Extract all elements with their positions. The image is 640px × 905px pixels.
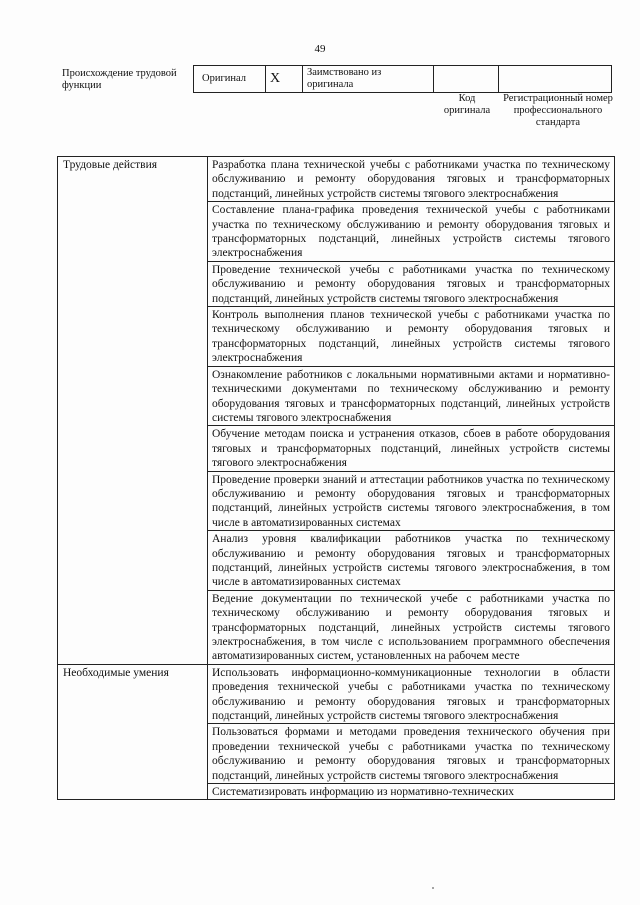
requirements-table <box>57 156 615 800</box>
scan-speck <box>432 887 434 889</box>
list-item: Проведение технической учебы с работниками участка по техническому обслуживанию и ремонту оборудования тяговых и трансформаторных подстанций, линейных устройств системы тягового электроснабжения <box>208 261 615 306</box>
registration-number-cell <box>499 66 612 93</box>
list-item: Составление плана-графика проведения технической учебы с работниками участка по техническому обслуживанию и ремонту оборудования тяговых и трансформаторных подстанций, линейных устройств системы тягового электроснабжения <box>208 202 615 262</box>
list-item: Контроль выполнения планов технической учебы с работниками участка по техническому обслуживанию и ремонту оборудования тяговых и трансформаторных подстанций, линейных устройств системы тягового электроснабжения <box>208 307 615 367</box>
list-item: Пользоваться формами и методами проведения технического обучения при проведении технической учебы с работниками участка по техническому обслуживанию и ремонту оборудования тяговых и трансформаторных подстанций, линейных устройств системы тягового электроснабжения <box>208 724 615 784</box>
section-heading: Необходимые умения <box>58 664 208 800</box>
registration-caption: Регистрационный номер профессионального стандарта <box>503 93 613 128</box>
page-number: 49 <box>314 43 326 55</box>
list-item: Систематизировать информацию из нормативно-технических <box>208 784 615 800</box>
list-item: Ознакомление работников с локальными нормативными актами и нормативно-техническими документами по техническому обслуживанию и ремонту оборудования тяговых и трансформаторных подстанций, линейных устройств системы тягового электроснабжения <box>208 366 615 426</box>
list-item: Использовать информационно-коммуникационные технологии в области проведения технической учебы с работниками участка по техническому обслуживанию и ремонту оборудования тяговых и трансформаторных подстанций, линейных устройств системы тягового электроснабжения <box>208 664 615 724</box>
table-row <box>58 664 615 724</box>
origin-table <box>193 65 612 93</box>
list-item: Обучение методам поиска и устранения отказов, сбоев в работе оборудования тяговых и трансформаторных подстанций, линейных устройств системы тягового электроснабжения <box>208 426 615 471</box>
page-bottom-margin <box>0 847 640 905</box>
borrowed-label: Заимствовано из оригинала <box>303 66 434 93</box>
original-code-cell <box>434 66 499 93</box>
section-heading: Трудовые действия <box>58 157 208 665</box>
code-caption: Код оригинала <box>443 93 491 116</box>
list-item: Разработка плана технической учебы с работниками участка по техническому обслуживанию и ремонту оборудования тяговых и трансформаторных подстанций, линейных устройств системы тягового электроснабжения <box>208 157 615 202</box>
origin-label: Происхождение трудовой функции <box>62 68 177 91</box>
original-label: Оригинал <box>194 66 266 93</box>
original-mark: X <box>266 66 303 93</box>
list-item: Ведение документации по технической учебе с работниками участка по техническому обслуживанию и ремонту оборудования тяговых и трансформаторных подстанций, линейных устройств системы тягового электроснабжения, в том числе с использованием программного обеспечения автоматизированных систем, установленных на рабочем месте <box>208 590 615 664</box>
table-row <box>58 157 615 202</box>
list-item: Проведение проверки знаний и аттестации работников участка по техническому обслуживанию и ремонту оборудования тяговых и трансформаторных подстанций, линейных устройств системы тягового электроснабжения, в том числе в автоматизированных системах <box>208 471 615 531</box>
list-item: Анализ уровня квалификации работников участка по техническому обслуживанию и ремонту оборудования тяговых и трансформаторных подстанций, линейных устройств системы тягового электроснабжения, в том числе в автоматизированных системах <box>208 531 615 591</box>
